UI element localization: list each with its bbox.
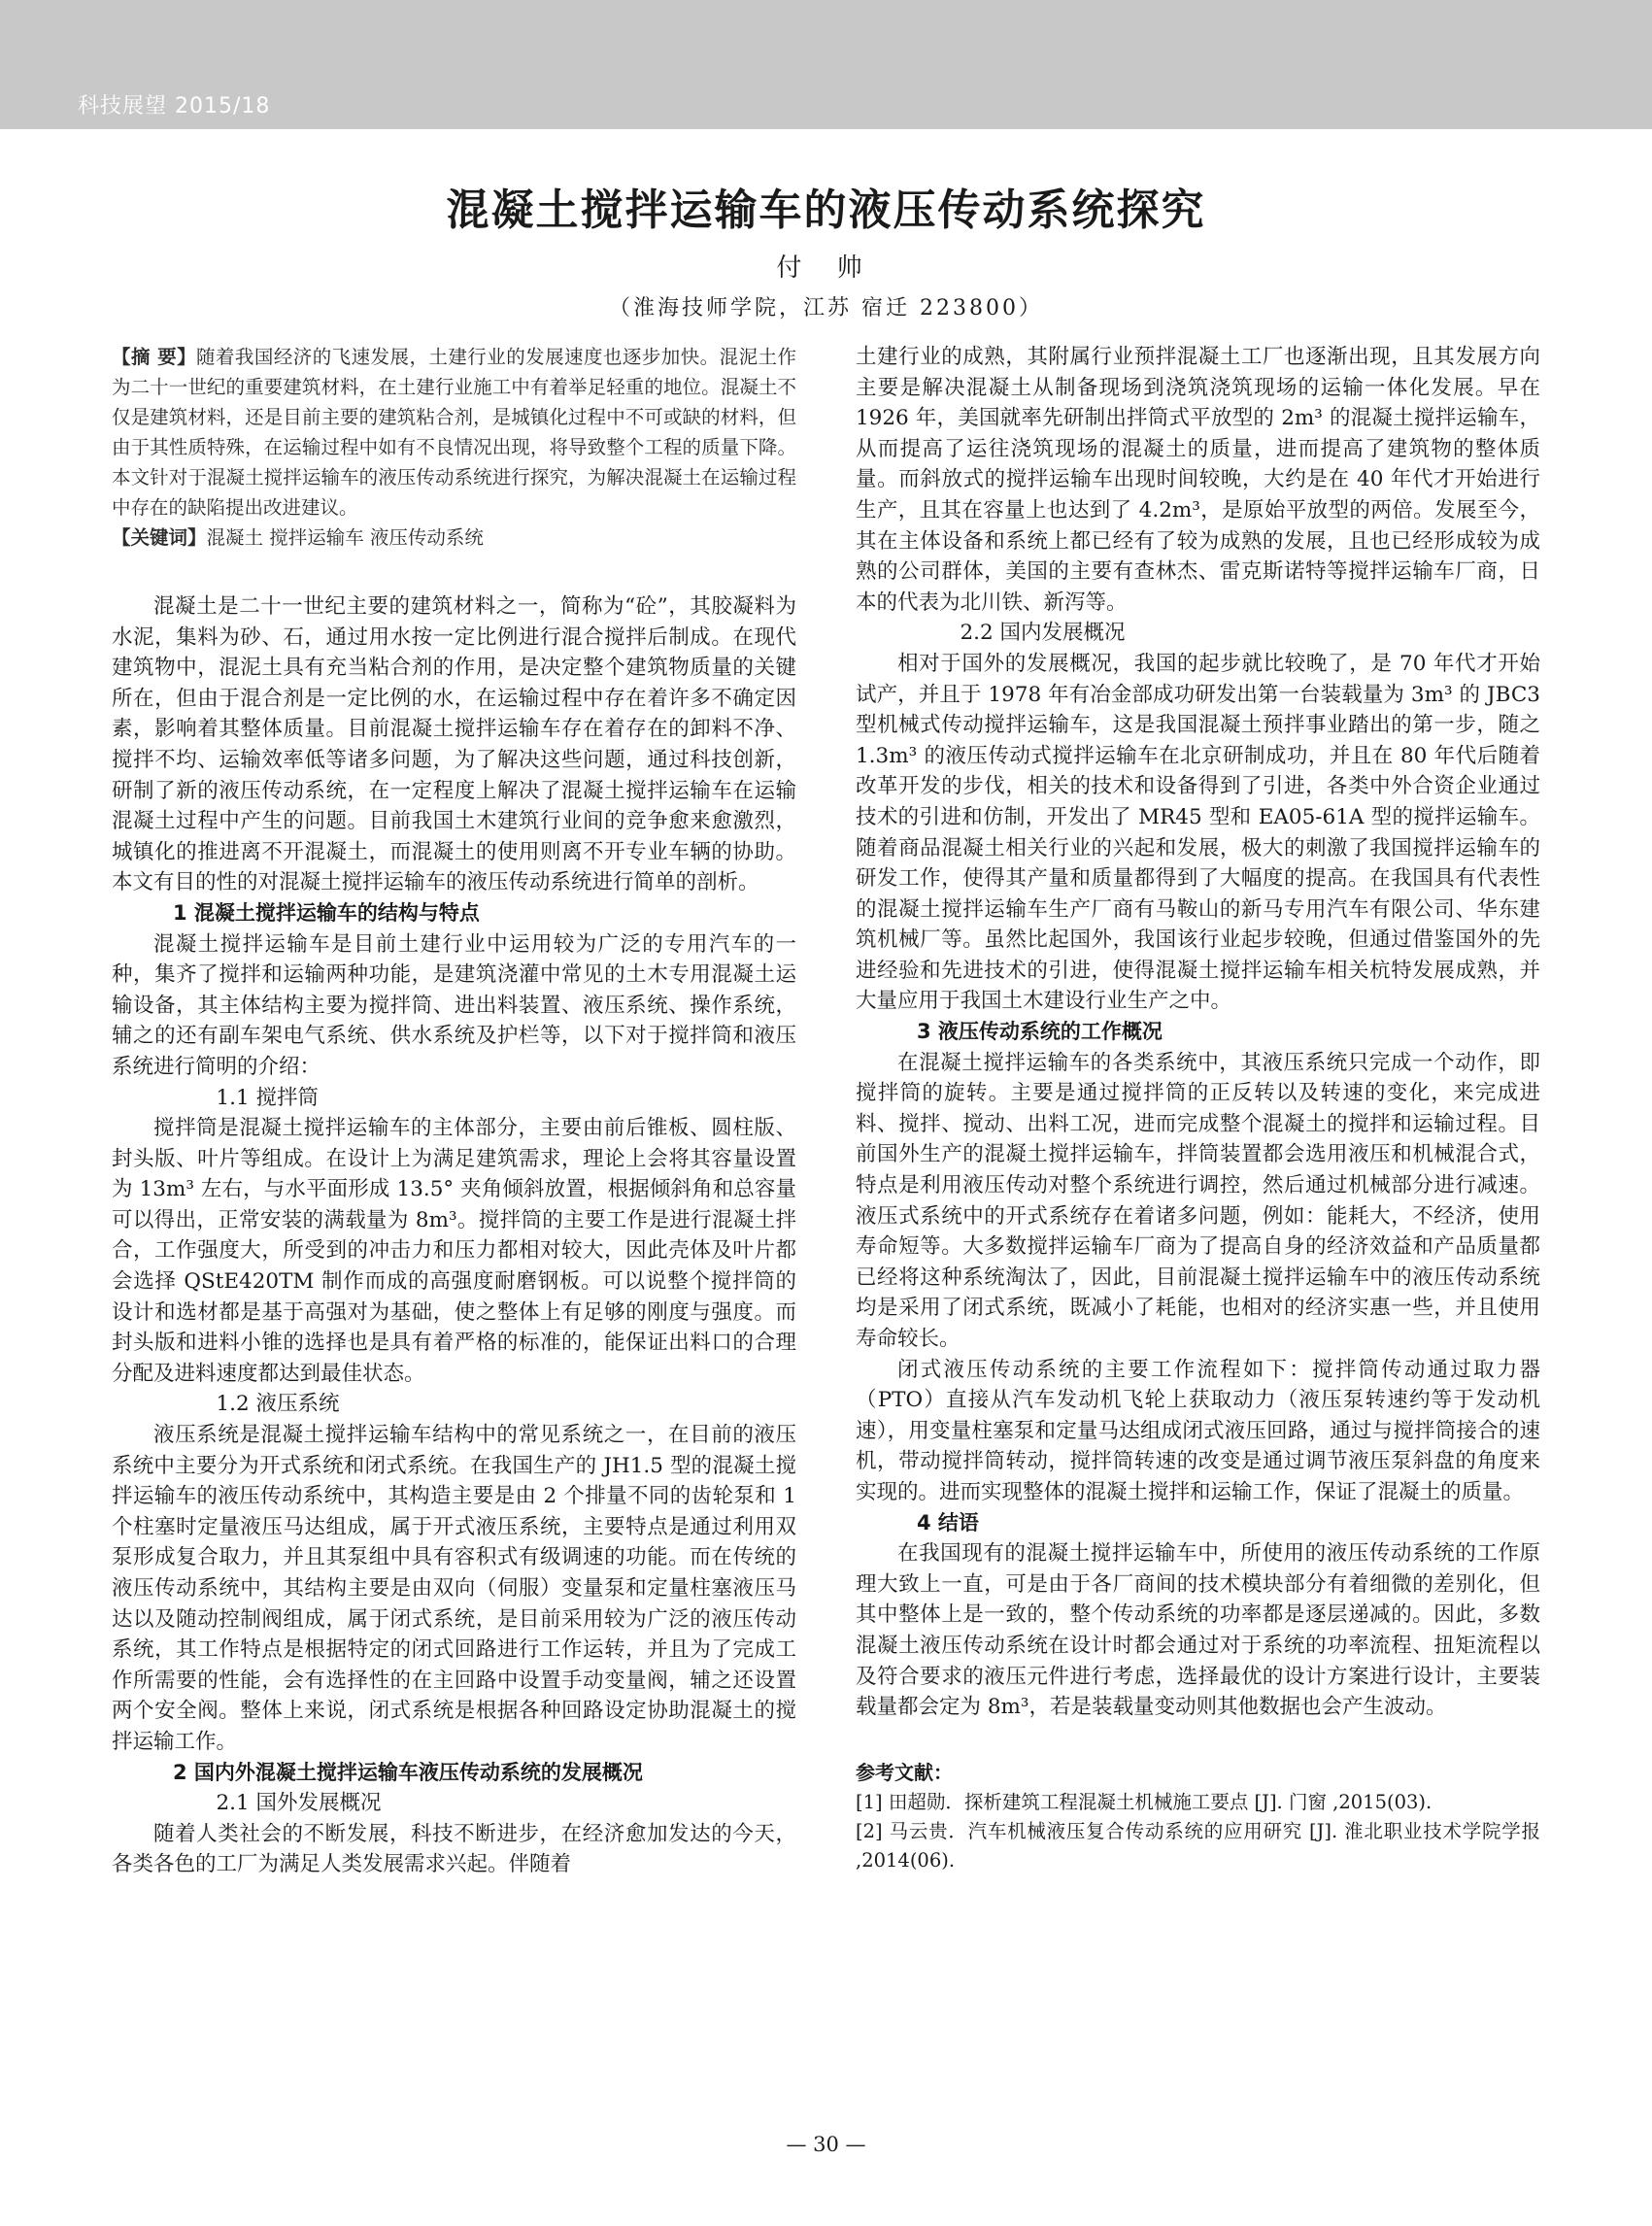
section-heading: 2 国内外混凝土搅拌运输车液压传动系统的发展概况 <box>173 1760 643 1784</box>
body-paragraph: 土建行业的成熟，其附属行业预拌混凝土工厂也逐渐出现，且其发展方向主要是解决混凝土从制备现场到浇筑浇筑现场的运输一体化发展。早在 1926 年，美国就率先研制出拌筒式平放型的 2m³ 的混凝土搅拌运输车，从而提高了运往浇筑现场的混凝土的质量，进而提高了建筑物的整体质量。而斜放式的搅拌运输车出现时间较晚，大约是在 40 年代才开始进行生产，且其在容量上也达到了 4.2m³，是原始平放型的两倍。发展至今，其在主体设备和系统上都已经有了较为成熟的发展，且也已经形成较为成熟的公司群体，美国的主要有查林杰、雷克斯诺特等搅拌运输车厂商，日本的代表为北川铁、新泻等。 <box>856 345 1540 615</box>
abstract-paragraph <box>112 342 796 523</box>
author-affiliation: （淮海技师学院，江苏 宿迁 223800） <box>609 296 1043 320</box>
keywords-paragraph <box>112 523 796 553</box>
section-heading: 4 结语 <box>917 1510 979 1535</box>
body-paragraph: 随着人类社会的不断发展，科技不断进步，在经济愈加发达的今天，各类各色的工厂为满足人类发展需求兴起。伴随着 <box>112 1821 796 1877</box>
article-title: 混凝土搅拌运输车的液压传动系统探究 <box>446 186 1206 235</box>
left-column <box>112 342 796 2129</box>
references-list <box>856 1788 1540 1875</box>
right-column <box>856 342 1540 2129</box>
page-number: — 30 — <box>786 2133 866 2156</box>
subsection-heading: 2.1 国外发展概况 <box>216 1791 382 1816</box>
reference-item: [2] 马云贵．汽车机械液压复合传动系统的应用研究 [J]. 淮北职业技术学院学报 ,2014(06). <box>856 1820 1540 1872</box>
abstract-block <box>112 342 796 553</box>
body-paragraph: 混凝土是二十一世纪主要的建筑材料之一，简称为“砼”，其胶凝料为水泥，集料为砂、石，通过用水按一定比例进行混合搅拌后制成。在现代建筑物中，混泥土具有充当粘合剂的作用，是决定整个建筑物质量的关键所在，但由于混合剂是一定比例的水，在运输过程中存在着许多不确定因素，影响着其整体质量。目前混凝土搅拌运输车存在着存在的卸料不净、搅拌不均、运输效率低等诸多问题，为了解决这些问题，通过科技创新，研制了新的液压传动系统，在一定程度上解决了混凝土搅拌运输车在运输混凝土过程中产生的问题。目前我国土木建筑行业间的竞争愈来愈激烈，城镇化的推进离不开混凝土，而混凝土的使用则离不开专业车辆的协助。本文有目的性的对混凝土搅拌运输车的液压传动系统进行简单的剖析。 <box>112 594 796 895</box>
body-paragraph: 混凝土搅拌运输车是目前土建行业中运用较为广泛的专用汽车的一种，集齐了搅拌和运输两种功能，是建筑浇灌中常见的土木专用混凝土运输设备，其主体结构主要为搅拌筒、进出料装置、液压系统、操作系统，辅之的还有副车架电气系统、供水系统及护栏等，以下对于搅拌筒和液压系统进行简明的介绍： <box>112 931 796 1079</box>
section-heading: 1 混凝土搅拌运输车的结构与特点 <box>173 900 480 925</box>
keywords-text: 混凝土 搅拌运输车 液压传动系统 <box>206 526 484 549</box>
body-paragraph: 液压系统是混凝土搅拌运输车结构中的常见系统之一，在目前的液压系统中主要分为开式系统和闭式系统。在我国生产的 JH1.5 型的混凝土搅拌运输车的液压传动系统中，其构造主要是由 2 个排量不同的齿轮泵和 1 个柱塞时定量液压马达组成，属于开式液压系统，主要特点是通过利用双泵形成复合取力，并且其泵组中具有容积式有级调速的功能。而在传统的液压传动系统中，其结构主要是由双向（伺服）变量泵和定量柱塞液压马达以及随动控制阀组成，属于闭式系统，是目前采用较为广泛的液压传动系统，其工作特点是根据特定的闭式回路进行工作运转，并且为了完成工作所需要的性能，会有选择性的在主回路中设置手动变量阀，辅之还设置两个安全阀。整体上来说，闭式系统是根据各种回路设定协助混凝土的搅拌运输工作。 <box>112 1423 796 1754</box>
body-paragraph: 搅拌筒是混凝土搅拌运输车的主体部分，主要由前后锥板、圆柱版、封头版、叶片等组成。在设计上为满足建筑需求，理论上会将其容量设置为 13m³ 左右，与水平面形成 13.5° 夹角倾斜放置，根据倾斜角和总容量可以得出，正常安装的满载量为 8m³。搅拌筒的主要工作是进行混凝土拌合，工作强度大，所受到的冲击力和压力都相对较大，因此壳体及叶片都会选择 QStE420TM 制作而成的高强度耐磨钢板。可以说整个搅拌筒的设计和选材都是基于高强对为基础，使之整体上有足够的刚度与强度。而封头版和进料小锥的选择也是具有着严格的标准的，能保证出料口的合理分配及进料速度都达到最佳状态。 <box>112 1116 796 1386</box>
subsection-heading: 1.2 液压系统 <box>216 1392 340 1417</box>
reference-item: [1] 田超勋．探析建筑工程混凝土机械施工要点 [J]. 门窗 ,2015(03). <box>856 1791 1433 1814</box>
journal-label: 科技展望 2015/18 <box>78 94 271 118</box>
body-paragraph: 在我国现有的混凝土搅拌运输车中，所使用的液压传动系统的工作原理大致上一直，可是由于各厂商间的技术模块部分有着细微的差别化，但其中整体上是一致的，整个传动系统的功率都是逐层递减的。因此，多数混凝土液压传动系统在设计时都会通过对于系统的功率流程、扭矩流程以及符合要求的液压元件进行考虑，选择最优的设计方案进行设计，主要装载量都会定为 8m³，若是装载量变动则其他数据也会产生波动。 <box>856 1541 1540 1720</box>
abstract-text: 随着我国经济的飞速发展，土建行业的发展速度也逐步加快。混泥土作为二十一世纪的重要建筑材料，在土建行业施工中有着举足轻重的地位。混凝土不仅是建筑材料，还是目前主要的建筑粘合剂，是城镇化过程中不可或缺的材料，但由于其性质特殊，在运输过程中如有不良情况出现，将导致整个工程的质量下降。本文针对于混凝土搅拌运输车的液压传动系统进行探究，为解决混凝土在运输过程中存在的缺陷提出改进建议。 <box>112 346 796 519</box>
body-paragraph: 在混凝土搅拌运输车的各类系统中，其液压系统只完成一个动作，即搅拌筒的旋转。主要是通过搅拌筒的正反转以及转速的变化，来完成进料、搅拌、搅动、出料工况，进而完成整个混凝土的搅拌和运输过程。目前国外生产的混凝土搅拌运输车，拌筒装置都会选用液压和机械混合式，特点是利用液压传动对整个系统进行调控，然后通过机械部分进行减速。液压式系统中的开式系统存在着诸多问题，例如：能耗大，不经济，使用寿命短等。大多数搅拌运输车厂商为了提高自身的经济效益和产品质量都已经将这种系统淘汰了，因此，目前混凝土搅拌运输车中的液压传动系统均是采用了闭式系统，既减小了耗能，也相对的经济实惠一些，并且使用寿命较长。 <box>856 1050 1540 1351</box>
subsection-heading: 2.2 国内发展概况 <box>960 621 1126 646</box>
section-heading: 3 液压传动系统的工作概况 <box>917 1020 1163 1044</box>
abstract-label: 【摘 要】 <box>112 346 197 368</box>
body-paragraph: 闭式液压传动系统的主要工作流程如下：搅拌筒传动通过取力器（PTO）直接从汽车发动机飞轮上获取动力（液压泵转速约等于发动机速），用变量柱塞泵和定量马达组成闭式液压回路，通过与搅拌筒接合的速机，带动搅拌筒转动，搅拌筒转速的改变是通过调节液压泵斜盘的角度来实现的。进而实现整体的混凝土搅拌和运输工作，保证了混凝土的质量。 <box>856 1357 1540 1504</box>
keywords-label: 【关键词】 <box>112 526 207 549</box>
subsection-heading: 1.1 搅拌筒 <box>216 1085 320 1110</box>
left-body <box>112 591 796 1880</box>
header-band <box>0 0 1652 129</box>
author-name: 付 帅 <box>776 253 876 283</box>
body-paragraph: 相对于国外的发展概况，我国的起步就比较晚了，是 70 年代才开始试产，并且于 1978 年有冶金部成功研发出第一台装载量为 3m³ 的 JBC3 型机械式传动搅拌运输车，这是我国混凝土预拌事业踏出的第一步，随之 1.3m³ 的液压传动式搅拌运输车在北京研制成功，并且在 80 年代后随着改革开发的步伐，相关的技术和设备得到了引进，各类中外合资企业通过技术的引进和仿制，开发出了 MR45 型和 EA05-61A 型的搅拌运输车。随着商品混凝土相关行业的兴起和发展，极大的刺激了我国搅拌运输车的研发工作，使得其产量和质量都得到了大幅度的提高。在我国具有代表性的混凝土搅拌运输车生产厂商有马鞍山的新马专用汽车有限公司、华东建筑机械厂等。虽然比起国外，我国该行业起步较晚，但通过借鉴国外的先进经验和先进技术的引进，使得混凝土搅拌运输车相关杭特发展成熟，并大量应用于我国土木建设行业生产之中。 <box>856 651 1540 1014</box>
right-body <box>856 342 1540 1723</box>
references-title: 参考文献： <box>856 1760 953 1784</box>
